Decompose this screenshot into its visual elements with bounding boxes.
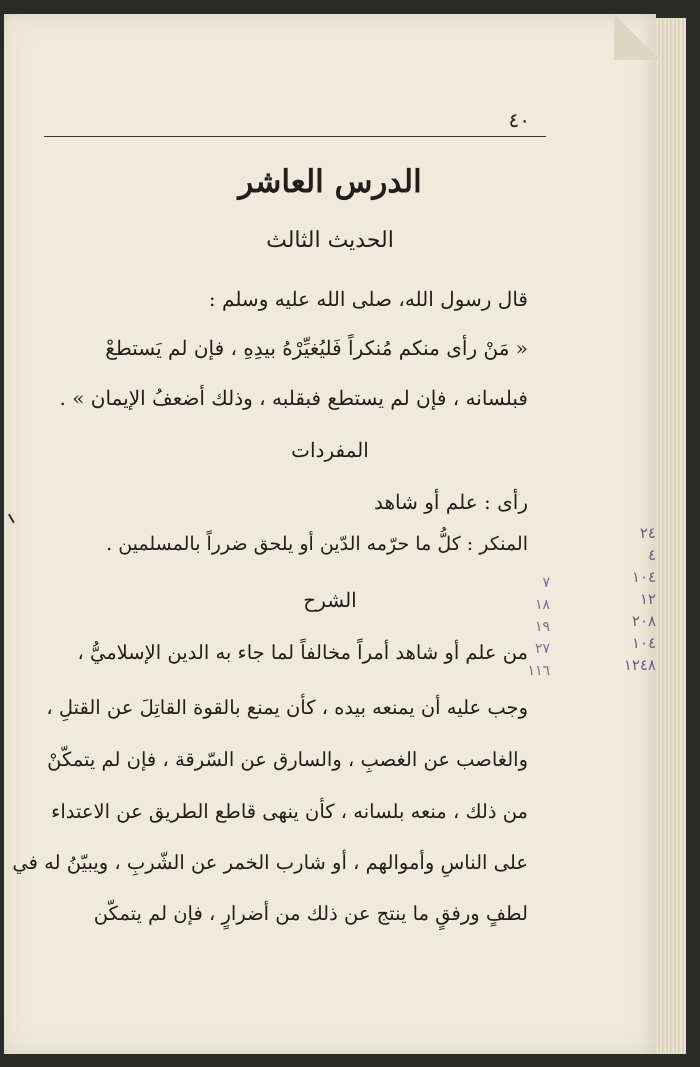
hadith-line-2: فبلسانه ، فإن لم يستطع فبقلبه ، وذلك أضعفُ الإيمان » . (59, 386, 528, 410)
vocab-line-1: رأى : علم أو شاهد (373, 490, 528, 514)
explanation-line-1: من علم أو شاهد أمراً مخالفاً لما جاء به الدين الإسلاميُّ ، (77, 641, 528, 664)
margin-number: ١٩ (534, 619, 550, 635)
margin-number: ١١٦ (527, 663, 550, 679)
margin-number: ١٨ (534, 597, 550, 613)
margin-number: ١٢ (639, 590, 656, 608)
margin-number: ٧ (542, 575, 550, 591)
explanation-line-5: على الناسِ وأموالهم ، أو شارب الخمر عن الشّربِ ، ويبيّنُ له في (12, 851, 528, 874)
explanation-heading: الشرح (303, 588, 357, 612)
hadith-heading: الحديث الثالث (266, 228, 394, 253)
explanation-line-3: والغاصب عن الغصبِ ، والسارق عن السّرقة ، فإن لم يتمكّنْ (47, 748, 528, 771)
margin-number: ٢٧ (534, 641, 550, 657)
folded-corner (614, 14, 660, 60)
page-number: ٤٠ (508, 108, 530, 132)
margin-calculation-left (500, 572, 550, 682)
vocab-heading: المفردات (291, 438, 369, 462)
explanation-line-4: من ذلك ، منعه بلسانه ، كأن ينهى قاطع الطريق عن الاعتداء (51, 800, 528, 823)
margin-calculation (566, 522, 656, 692)
lesson-title: الدرس العاشر (238, 164, 422, 200)
margin-number: ٢٠٨ (631, 612, 656, 630)
page-edges (656, 18, 686, 1054)
margin-number: ٤ (647, 546, 656, 564)
hadith-intro: قال رسول الله، صلى الله عليه وسلم : (208, 287, 528, 311)
margin-number: ١٠٤ (631, 568, 656, 586)
margin-number: ٢٤ (639, 524, 656, 542)
margin-number: ١٢٤٨ (623, 656, 656, 674)
margin-number: ١٠٤ (631, 634, 656, 652)
hadith-line-1: « مَنْ رأى منكم مُنكراً فَليُغيِّرْهُ بيدِهِ ، فإن لم يَستطعْ (105, 336, 528, 360)
explanation-line-6: لطفٍ ورفقٍ ما ينتج عن ذلك من أضرارٍ ، فإن لم يتمكّن (93, 902, 528, 925)
explanation-line-2: وجب عليه أن يمنعه بيده ، كأن يمنع بالقوة القاتِلَ عن القتلِ ، (46, 696, 528, 719)
header-rule (44, 136, 546, 137)
vocab-line-2: المنكر : كلُّ ما حرّمه الدّين أو يلحق ضرراً بالمسلمين . (106, 533, 528, 555)
